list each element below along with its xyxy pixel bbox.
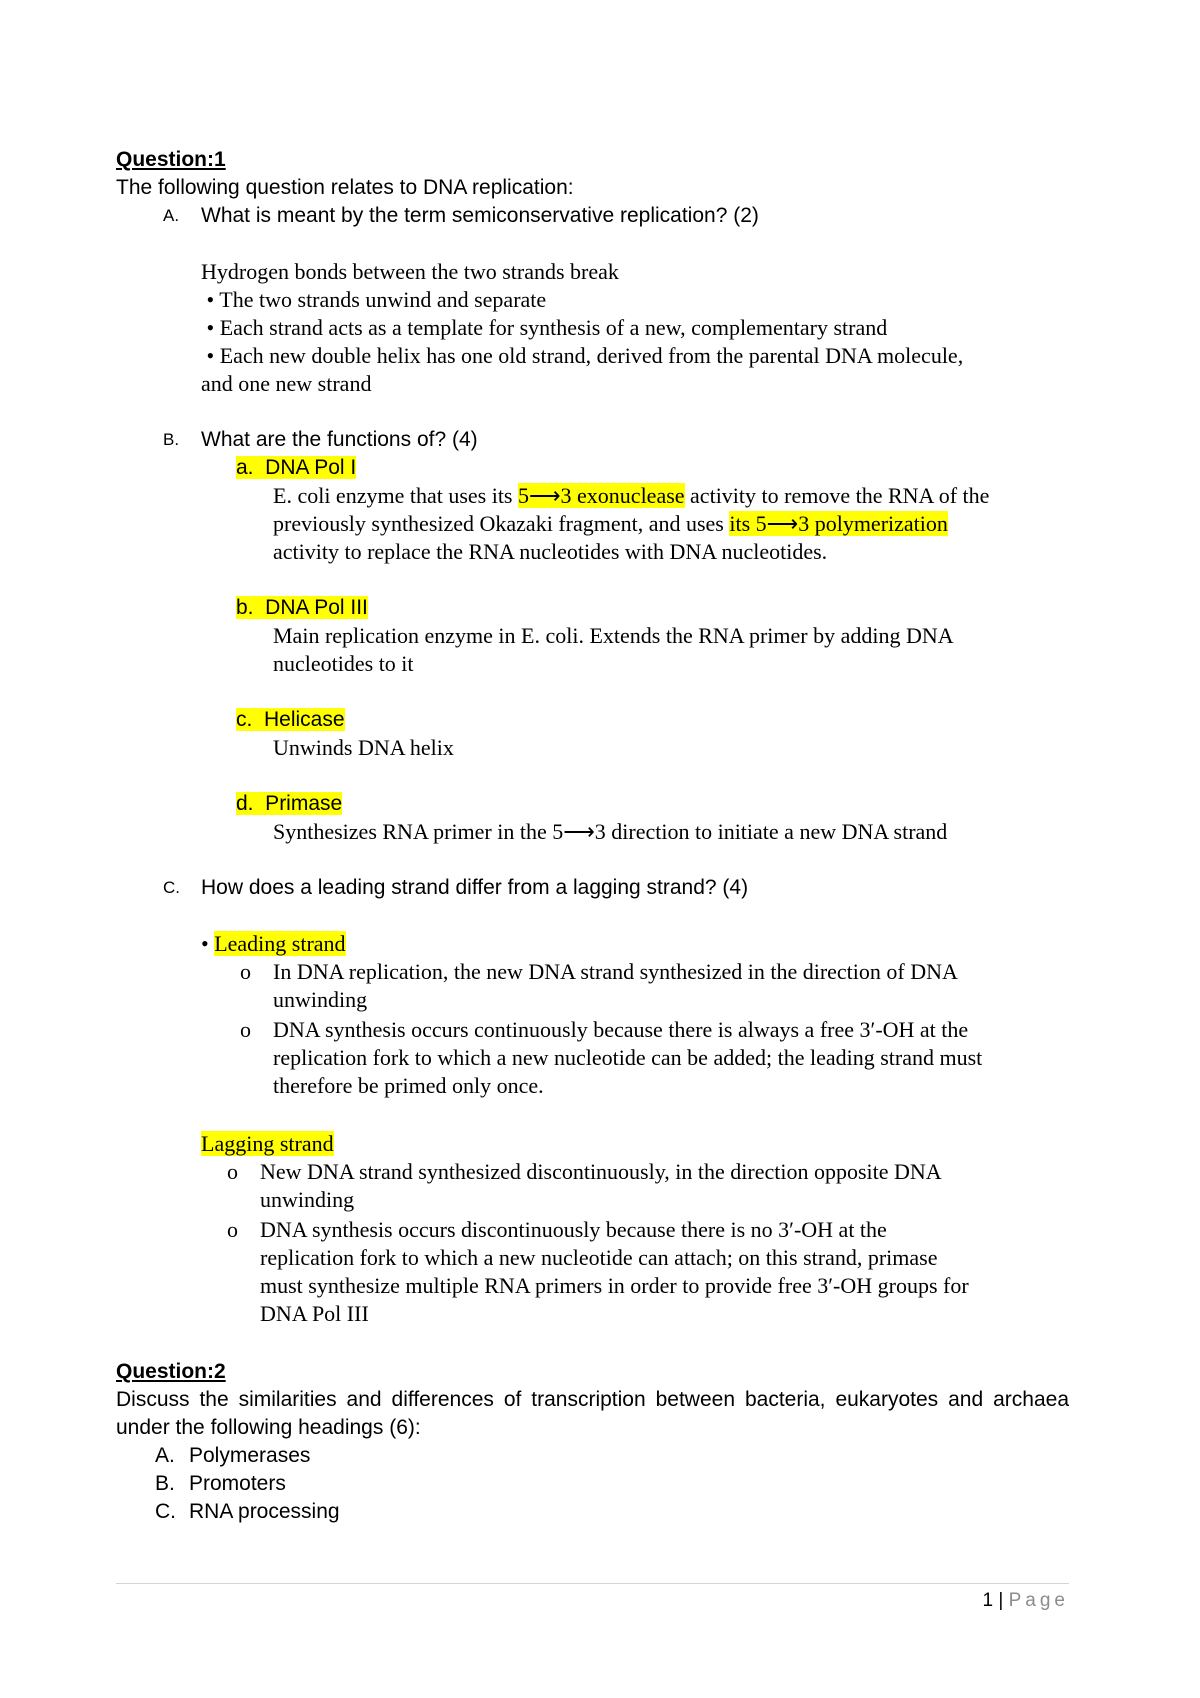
enzyme-label-dna-pol-i: a. DNA Pol I <box>236 456 357 479</box>
enzyme-label-dna-pol-iii: b. DNA Pol III <box>236 596 368 619</box>
highlight-polymerization: its 5⟶3 polymerization <box>729 511 948 536</box>
q2-item-letter: B. <box>155 1472 175 1495</box>
leading-point-line: DNA synthesis occurs continuously because there is always a free 3′-OH at the <box>273 1017 969 1042</box>
answer-a-line: Hydrogen bonds between the two strands break <box>201 259 619 284</box>
q2-item-text: Polymerases <box>189 1444 311 1467</box>
enzyme-description-line: Main replication enzyme in E. coli. Extends the RNA primer by adding DNA <box>273 623 954 648</box>
enzyme-description-line: nucleotides to it <box>273 651 414 676</box>
lagging-point-line: replication fork to which a new nucleotide can attach; on this strand, primase <box>260 1245 938 1270</box>
sub-bullet: o <box>227 1159 238 1184</box>
question-2-intro: Discuss the similarities and differences of transcription between bacteria, eukaryotes and archaea under the following headings (6): <box>116 1388 1069 1439</box>
lagging-point-line: DNA Pol III <box>260 1301 369 1326</box>
leading-point-line: therefore be primed only once. <box>273 1073 544 1098</box>
lagging-point-line: DNA synthesis occurs discontinuously because there is no 3′-OH at the <box>260 1217 887 1242</box>
leading-point-line: In DNA replication, the new DNA strand synthesized in the direction of DNA <box>273 959 958 984</box>
part-c-letter: C. <box>163 878 180 897</box>
enzyme-label-primase: d. Primase <box>236 792 343 815</box>
question-2-heading: Question:2 <box>116 1360 226 1383</box>
lagging-point-line: New DNA strand synthesized discontinuously, in the direction opposite DNA <box>260 1159 942 1184</box>
q2-item-letter: A. <box>155 1444 175 1467</box>
leading-strand-heading: • Leading strand <box>201 931 346 956</box>
part-b-letter: B. <box>163 430 180 449</box>
sub-bullet: o <box>240 959 251 984</box>
page-number: 1 <box>982 1590 994 1611</box>
part-a-question: What is meant by the term semiconservative replication? (2) <box>201 204 759 227</box>
page-footer: 1 | Page <box>982 1590 1069 1611</box>
q2-item-text: RNA processing <box>189 1500 340 1523</box>
footer-divider <box>116 1583 1069 1584</box>
sub-bullet: o <box>227 1217 238 1242</box>
enzyme-description-line: previously synthesized Okazaki fragment, and uses its 5⟶3 polymerization <box>273 511 948 536</box>
leading-point-line: unwinding <box>273 987 368 1012</box>
lagging-strand-heading: Lagging strand <box>201 1131 334 1156</box>
enzyme-label-helicase: c. Helicase <box>236 708 345 731</box>
sub-bullet: o <box>240 1017 251 1042</box>
highlight-exonuclease: 5⟶3 exonuclease <box>518 483 685 508</box>
part-c-question: How does a leading strand differ from a lagging strand? (4) <box>201 876 749 899</box>
enzyme-description-line: activity to replace the RNA nucleotides with DNA nucleotides. <box>273 539 828 564</box>
part-a-letter: A. <box>163 206 180 225</box>
question-1-heading: Question:1 <box>116 148 226 171</box>
lagging-point-line: unwinding <box>260 1187 355 1212</box>
answer-a-line: and one new strand <box>201 371 372 396</box>
part-b-question: What are the functions of? (4) <box>201 428 478 451</box>
enzyme-description-line: Synthesizes RNA primer in the 5⟶3 direction to initiate a new DNA strand <box>273 819 948 844</box>
question-1-intro: The following question relates to DNA replication: <box>116 176 574 199</box>
leading-point-line: replication fork to which a new nucleotide can be added; the leading strand must <box>273 1045 983 1070</box>
answer-a-line: • The two strands unwind and separate <box>201 287 547 312</box>
answer-a-line: • Each new double helix has one old strand, derived from the parental DNA molecule, <box>201 343 964 368</box>
page-label: Page <box>1008 1590 1069 1611</box>
q2-item-letter: C. <box>155 1500 176 1523</box>
enzyme-description-line: Unwinds DNA helix <box>273 735 454 760</box>
answer-a-line: • Each strand acts as a template for synthesis of a new, complementary strand <box>201 315 888 340</box>
q2-item-text: Promoters <box>189 1472 286 1495</box>
enzyme-description-line: E. coli enzyme that uses its 5⟶3 exonuclease activity to remove the RNA of the <box>273 483 990 508</box>
lagging-point-line: must synthesize multiple RNA primers in order to provide free 3′-OH groups for <box>260 1273 969 1298</box>
